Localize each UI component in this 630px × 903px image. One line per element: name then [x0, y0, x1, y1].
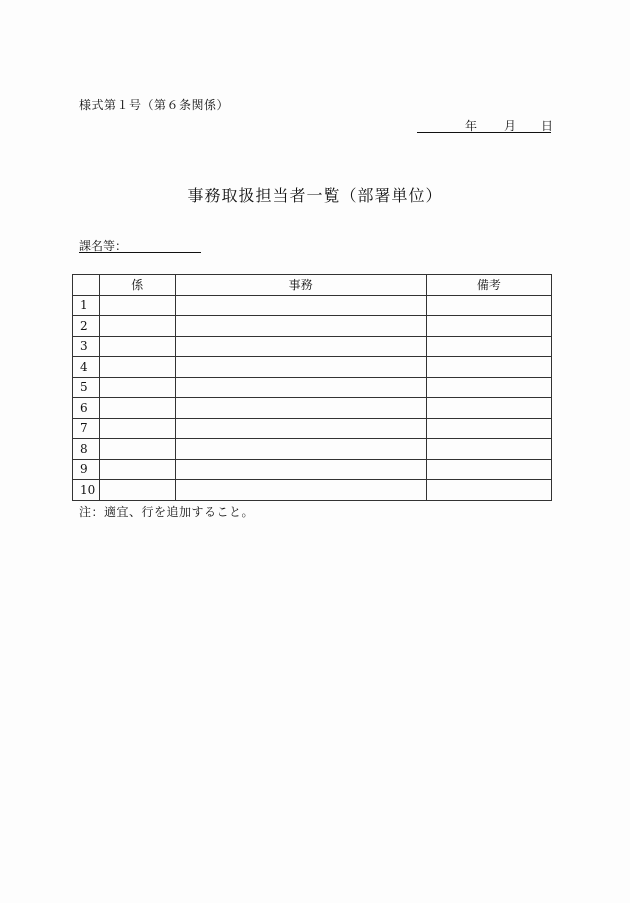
staff-table [72, 274, 552, 501]
column-header-number [73, 275, 100, 296]
date-line [417, 117, 554, 133]
remarks-cell[interactable] [426, 459, 551, 480]
table-header-row [73, 275, 552, 296]
row-number: 2 [73, 316, 100, 337]
column-header-duties: 事務 [175, 275, 426, 296]
section-cell[interactable] [99, 357, 175, 378]
date-month-label: 月 [504, 119, 517, 133]
table-row [73, 480, 552, 501]
remarks-cell[interactable] [426, 295, 551, 316]
section-cell[interactable] [99, 459, 175, 480]
table-row [73, 316, 552, 337]
row-number: 7 [73, 418, 100, 439]
department-label: 課名等： [79, 239, 128, 253]
section-cell[interactable] [99, 480, 175, 501]
document-title: 事務取扱担当者一覧（部署単位） [187, 186, 443, 205]
row-number: 9 [73, 459, 100, 480]
table-row [73, 398, 552, 419]
date-year-label: 年 [465, 119, 478, 133]
footnote: 注：適宜、行を追加すること。 [79, 505, 255, 519]
department-field [79, 237, 201, 253]
table-row [73, 377, 552, 398]
duties-cell[interactable] [175, 316, 426, 337]
duties-cell[interactable] [175, 459, 426, 480]
row-number: 3 [73, 336, 100, 357]
form-number: 様式第１号（第６条関係） [79, 98, 230, 112]
row-number: 10 [73, 480, 100, 501]
date-day-label: 日 [541, 119, 554, 133]
remarks-cell[interactable] [426, 480, 551, 501]
row-number: 8 [73, 439, 100, 460]
section-cell[interactable] [99, 377, 175, 398]
table-row [73, 459, 552, 480]
remarks-cell[interactable] [426, 316, 551, 337]
remarks-cell[interactable] [426, 439, 551, 460]
duties-cell[interactable] [175, 295, 426, 316]
column-header-remarks: 備考 [426, 275, 551, 296]
duties-cell[interactable] [175, 439, 426, 460]
remarks-cell[interactable] [426, 418, 551, 439]
row-number: 1 [73, 295, 100, 316]
table-row [73, 357, 552, 378]
table-row [73, 336, 552, 357]
table-row [73, 418, 552, 439]
row-number: 6 [73, 398, 100, 419]
remarks-cell[interactable] [426, 377, 551, 398]
row-number: 5 [73, 377, 100, 398]
duties-cell[interactable] [175, 480, 426, 501]
table-row [73, 295, 552, 316]
duties-cell[interactable] [175, 398, 426, 419]
section-cell[interactable] [99, 295, 175, 316]
duties-cell[interactable] [175, 336, 426, 357]
row-number: 4 [73, 357, 100, 378]
duties-cell[interactable] [175, 377, 426, 398]
column-header-section: 係 [99, 275, 175, 296]
section-cell[interactable] [99, 418, 175, 439]
remarks-cell[interactable] [426, 357, 551, 378]
remarks-cell[interactable] [426, 336, 551, 357]
duties-cell[interactable] [175, 357, 426, 378]
section-cell[interactable] [99, 316, 175, 337]
duties-cell[interactable] [175, 418, 426, 439]
section-cell[interactable] [99, 439, 175, 460]
remarks-cell[interactable] [426, 398, 551, 419]
section-cell[interactable] [99, 398, 175, 419]
table-row [73, 439, 552, 460]
section-cell[interactable] [99, 336, 175, 357]
